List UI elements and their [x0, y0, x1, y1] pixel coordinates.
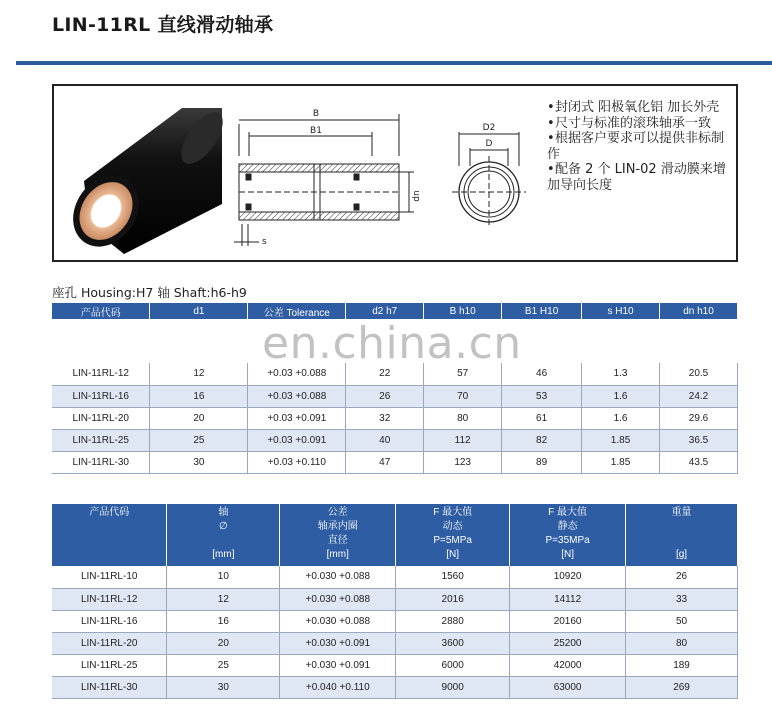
- cell: 25200: [510, 632, 626, 654]
- cell: 80: [424, 407, 502, 429]
- cell: 30: [167, 676, 280, 698]
- cell: LIN-11RL-25: [52, 654, 167, 676]
- col-header: 公差 轴承内圈 直径 [mm]: [280, 504, 396, 566]
- cell: 82: [502, 429, 582, 451]
- cell: 1.6: [582, 407, 660, 429]
- table-header-row: [52, 504, 738, 566]
- cell: 26: [626, 566, 738, 588]
- cell: 25: [150, 429, 248, 451]
- cell: 63000: [510, 676, 626, 698]
- product-figure-box: [52, 84, 738, 262]
- col-header: 轴 ∅ [mm]: [167, 504, 280, 566]
- dim-label-d: D: [485, 139, 493, 149]
- cell: 50: [626, 610, 738, 632]
- cell: 1560: [396, 566, 510, 588]
- col-header: d2 h7: [346, 303, 424, 319]
- table-row: [52, 451, 738, 473]
- cell: 1.85: [582, 451, 660, 473]
- cell: +0.030 +0.091: [280, 654, 396, 676]
- cell: 57: [424, 363, 502, 385]
- cell: 20: [150, 407, 248, 429]
- cell: +0.03 +0.088: [248, 385, 346, 407]
- cell: 10: [167, 566, 280, 588]
- cell: LIN-11RL-30: [52, 451, 150, 473]
- col-header: F 最大值 静态 P=35MPa [N]: [510, 504, 626, 566]
- cell: +0.030 +0.088: [280, 588, 396, 610]
- cell: 3600: [396, 632, 510, 654]
- cell: LIN-11RL-25: [52, 429, 150, 451]
- cell: 20160: [510, 610, 626, 632]
- cell: 53: [502, 385, 582, 407]
- cell: 112: [424, 429, 502, 451]
- col-header: 产品代码: [52, 504, 167, 566]
- cell: 61: [502, 407, 582, 429]
- bearing-photo: [60, 105, 231, 259]
- cell: 12: [150, 363, 248, 385]
- cell: 1.3: [582, 363, 660, 385]
- col-header: 公差 Tolerance: [248, 303, 346, 319]
- cell: +0.030 +0.091: [280, 632, 396, 654]
- dim-label-d2: D2: [482, 123, 496, 133]
- cell: LIN-11RL-10: [52, 566, 167, 588]
- cell: 123: [424, 451, 502, 473]
- cell: 46: [502, 363, 582, 385]
- feature-item: •根据客户要求可以提供非标制作: [547, 131, 725, 162]
- cell: 25: [167, 654, 280, 676]
- cell: 70: [424, 385, 502, 407]
- cell: LIN-11RL-20: [52, 632, 167, 654]
- col-header: 产品代码: [52, 303, 150, 319]
- cell: LIN-11RL-30: [52, 676, 167, 698]
- cell: 42000: [510, 654, 626, 676]
- cell: 14112: [510, 588, 626, 610]
- table-row: [52, 429, 738, 451]
- cell: 269: [626, 676, 738, 698]
- cell: 10920: [510, 566, 626, 588]
- cell: 24.2: [660, 385, 738, 407]
- feature-list: [547, 100, 735, 193]
- dim-label-s: s: [262, 237, 267, 247]
- table-row: [52, 588, 738, 610]
- cell: 9000: [396, 676, 510, 698]
- cell: 16: [167, 610, 280, 632]
- cell: 80: [626, 632, 738, 654]
- cell: LIN-11RL-20: [52, 407, 150, 429]
- cell: 29.6: [660, 407, 738, 429]
- page-title: LIN-11RL 直线滑动轴承: [52, 14, 274, 36]
- cell: 1.6: [582, 385, 660, 407]
- cell: LIN-11RL-12: [52, 588, 167, 610]
- title-rule: [16, 61, 772, 65]
- table-row: [52, 610, 738, 632]
- cell: 20: [167, 632, 280, 654]
- cell: 47: [346, 451, 424, 473]
- feature-item: •封闭式 阳极氧化铝 加长外壳: [547, 100, 720, 115]
- col-header: dn h10: [660, 303, 738, 319]
- cell: 33: [626, 588, 738, 610]
- dim-label-dn: dn: [412, 190, 422, 202]
- housing-shaft-spec: 座孔 Housing:H7 轴 Shaft:h6-h9: [52, 285, 247, 300]
- cell: +0.03 +0.088: [248, 363, 346, 385]
- dim-label-b: B: [312, 109, 320, 119]
- table-header-row: [52, 303, 738, 319]
- col-header: 重量 [g]: [626, 504, 738, 566]
- cell: 40: [346, 429, 424, 451]
- cell: 2880: [396, 610, 510, 632]
- dim-label-b1: B1: [310, 126, 322, 136]
- cell: LIN-11RL-16: [52, 385, 150, 407]
- cell: +0.030 +0.088: [280, 610, 396, 632]
- col-header: d1: [150, 303, 248, 319]
- cell: 89: [502, 451, 582, 473]
- cell: +0.03 +0.091: [248, 429, 346, 451]
- cell: LIN-11RL-12: [52, 363, 150, 385]
- table-row: [52, 654, 738, 676]
- cell: +0.03 +0.091: [248, 407, 346, 429]
- feature-item: •配备 2 个 LIN-02 滑动膜来增加导向长度: [547, 162, 726, 193]
- cell: +0.040 +0.110: [280, 676, 396, 698]
- cell: 1.85: [582, 429, 660, 451]
- table-row: [52, 632, 738, 654]
- table-row: [52, 676, 738, 698]
- cell: 12: [167, 588, 280, 610]
- section-view: [234, 114, 414, 246]
- cell: +0.03 +0.110: [248, 451, 346, 473]
- feature-item: •尺寸与标准的滚珠轴承一致: [547, 115, 712, 131]
- cell: 189: [626, 654, 738, 676]
- cell: 20.5: [660, 363, 738, 385]
- table-row: [52, 385, 738, 407]
- col-header: B1 H10: [502, 303, 582, 319]
- cell: 26: [346, 385, 424, 407]
- cell: 32: [346, 407, 424, 429]
- table-row: [52, 566, 738, 588]
- cell: 2016: [396, 588, 510, 610]
- col-header: s H10: [582, 303, 660, 319]
- cell: 30: [150, 451, 248, 473]
- cell: 43.5: [660, 451, 738, 473]
- cell: +0.030 +0.088: [280, 566, 396, 588]
- cell: 22: [346, 363, 424, 385]
- col-header: F 最大值 动态 P=5MPa [N]: [396, 504, 510, 566]
- cell: LIN-11RL-16: [52, 610, 167, 632]
- load-table: [52, 504, 738, 699]
- cell: 16: [150, 385, 248, 407]
- table-row: [52, 407, 738, 429]
- cell: 6000: [396, 654, 510, 676]
- col-header: B h10: [424, 303, 502, 319]
- cell: 36.5: [660, 429, 738, 451]
- watermark: en.china.cn: [262, 318, 522, 369]
